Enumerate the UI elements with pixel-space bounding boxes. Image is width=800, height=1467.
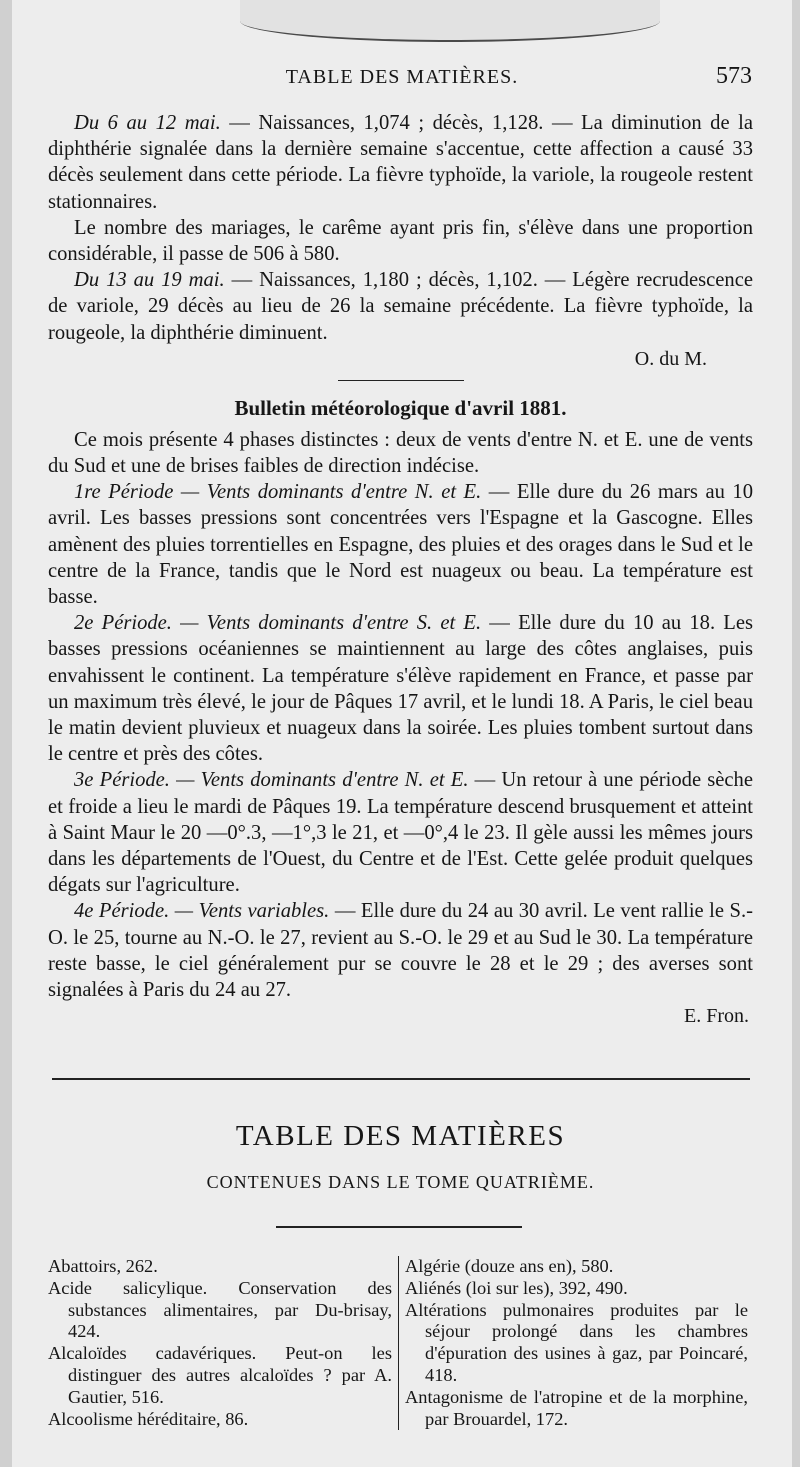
toc-column-left [48, 1256, 398, 1430]
toc-entry: Aliénés (loi sur les), 392, 490. [405, 1277, 628, 1298]
toc-entry: Altérations pulmonaires produites par le séjour prolongé dans les chambres d'épuration des usines à gaz, par Poincaré, 418. [405, 1299, 748, 1385]
period-3-paragraph [48, 767, 753, 898]
bulletin-intro: Ce mois présente 4 phases distinctes : deux de vents d'entre N. et E. une de vents du Sud et une de brises faibles de direction indécise. [48, 428, 753, 478]
toc-columns [48, 1256, 753, 1430]
report-paragraph-1 [48, 110, 753, 215]
report-text-1: — Naissances, 1,074 ; décès, 1,128. — La diminution de la diphthérie signalée dans la dernière semaine s'accentue, cette affection a causé 33 décès seulement dans cette période. La fièvre typhoïde, la variole, la rougeole restent stationnaires. [48, 112, 753, 213]
toc-entry: Algérie (douze ans en), 580. [405, 1256, 614, 1276]
report-signature: O. du M. [634, 347, 707, 370]
toc-top-rule [52, 1078, 750, 1080]
running-head [48, 63, 756, 96]
period-1-label: 1re Période — Vents dominants d'entre N. et E. [74, 481, 482, 504]
period-3-label: 3e Période. — Vents dominants d'entre N. et E. [74, 769, 469, 792]
toc-column-right [398, 1256, 748, 1430]
period-4-paragraph [48, 898, 753, 1003]
period-4-label: 4e Période. — Vents variables. [74, 900, 330, 923]
page-edge-left [0, 0, 12, 1467]
toc-entry: Antagonisme de l'atropine et de la morphine, par Brouardel, 172. [405, 1386, 748, 1429]
page-edge-right [792, 0, 800, 1467]
toc-entry: Abattoirs, 262. [48, 1256, 158, 1276]
toc-entry: Alcaloïdes cadavériques. Peut-on les distinguer des autres alcaloïdes ? par A. Gautier, 516. [48, 1343, 392, 1407]
toc-title: TABLE DES MATIÈRES [235, 1120, 566, 1152]
page-body [48, 110, 753, 1029]
report-text-3: — Naissances, 1,180 ; décès, 1,102. — Légère recrudescence de variole, 29 décès au lieu de 26 la semaine précédente. La fièvre typhoïde, la rougeole, la diphthérie diminuent. [48, 269, 753, 344]
toc-rule [276, 1226, 522, 1228]
period-4-text: — Elle dure du 24 au 30 avril. Le vent rallie le S.-O. le 25, tourne au N.-O. le 27, revient au S.-O. le 29 et au Sud le 30. La température reste basse, le ciel généralement pur se couvre le 28 et le 29 ; des averses sont signalées à Paris du 24 au 27. [48, 900, 753, 1002]
period-1-text: — Elle dure du 26 mars au 10 avril. Les basses pressions sont concentrées vers l'Espagne et la Gascogne. Elles amènent des pluies torrentielles en Espagne, des pluies et des orages dans le Sud et le centre de la France, tandis que le Nord est nuageux ou beau. La température est basse. [48, 481, 753, 609]
period-1-paragraph [48, 479, 753, 610]
report-paragraph-3 [48, 267, 753, 346]
page-number: 573 [716, 63, 752, 89]
report-paragraph-2: Le nombre des mariages, le carême ayant pris fin, s'élève dans une proportion considérable, il passe de 506 à 580. [48, 216, 753, 266]
toc-entry: Acide salicylique. Conservation des substances alimentaires, par Du-brisay, 424. [48, 1277, 392, 1342]
page-edge-top [240, 0, 660, 42]
bulletin-signature: E. Fron. [684, 1005, 749, 1028]
toc-subtitle: CONTENUES DANS LE TOME QUATRIÈME. [206, 1172, 595, 1192]
period-2-paragraph [48, 610, 753, 767]
period-2-text: — Elle dure du 10 au 18. Les basses pressions océaniennes se maintiennent au large des côtes anglaises, puis envahissent le continent. La température s'élève rapidement en France, et passe par un maximum très élevé, le jour de Pâques 17 avril, et le lundi 18. A Paris, le ciel beau le matin devient pluvieux et nuageux dans la soirée. Les pluies tombent surtout dans le centre et près des côtes. [48, 612, 754, 766]
toc-entry: Alcoolisme héréditaire, 86. [48, 1408, 249, 1429]
running-head-title: TABLE DES MATIÈRES. [285, 66, 519, 88]
report-date-2: Du 13 au 19 mai. [74, 269, 225, 292]
report-date-1: Du 6 au 12 mai. [74, 112, 221, 134]
period-2-label: 2e Période. — Vents dominants d'entre S. et E. [74, 612, 482, 635]
bulletin-title: Bulletin météorologique d'avril 1881. [234, 395, 567, 420]
period-3-text: — Un retour à une période sèche et froide a lieu le mardi de Pâques 19. La température descend brusquement et atteint à Saint Maur le 20 —0°.3, —1°,3 le 21, et —0°,4 le 23. Il gèle aussi les mêmes jours dans les départements de l'Ouest, du Centre et de l'Est. Cette gelée produit quelques dégats sur l'agriculture. [48, 769, 753, 897]
section-divider [338, 380, 464, 381]
